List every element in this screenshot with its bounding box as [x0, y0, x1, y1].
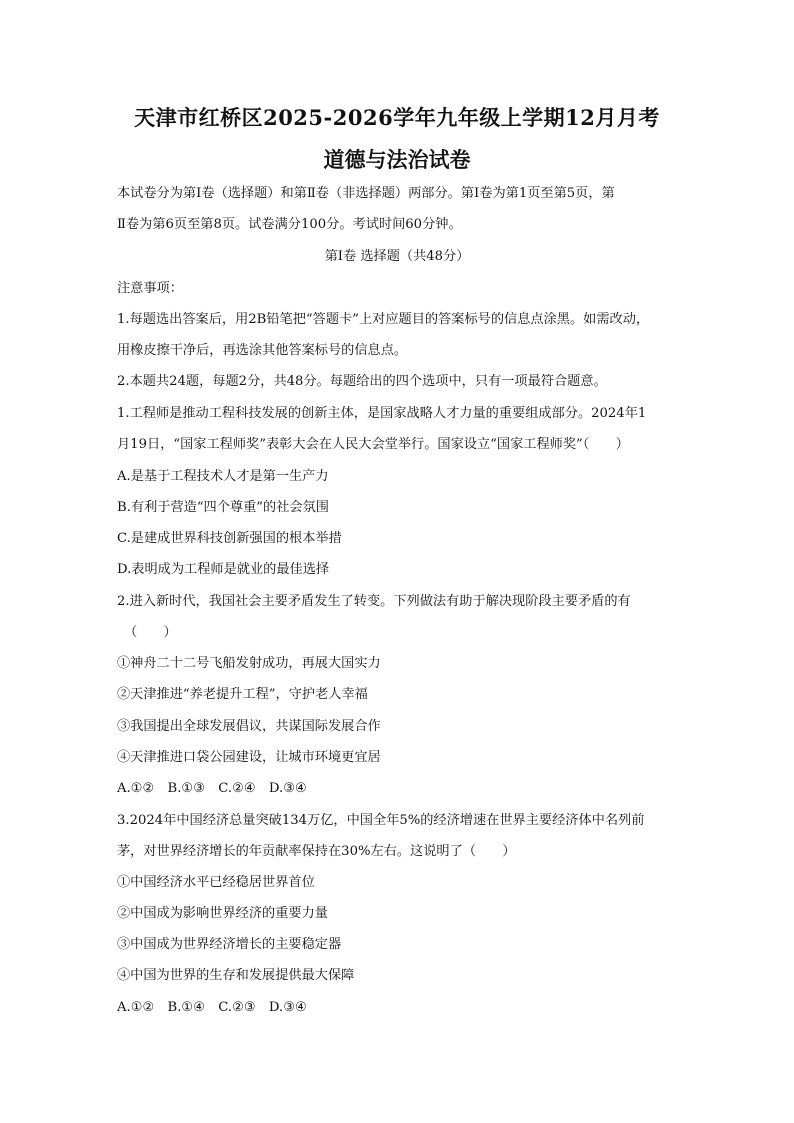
exam-subtitle: 道德与法治试卷 — [323, 147, 471, 172]
note-1-line-1: 1.每题选出答案后，用2B铅笔把“答题卡”上对应题目的答案标号的信息点涂黑。如需改动， — [117, 312, 650, 327]
question-1-option-c: C.是建成世界科技创新强国的根本举措 — [117, 531, 342, 546]
note-1-line-2: 用橡皮擦干净后，再选涂其他答案标号的信息点。 — [117, 343, 408, 358]
question-3-item-1: ①中国经济水平已经稳居世界首位 — [117, 875, 315, 890]
question-1-stem-line-1: 1.工程师是推动工程科技发展的创新主体，是国家战略人才力量的重要组成部分。2024年1 — [117, 406, 647, 421]
question-2-item-4: ④天津推进口袋公园建设，让城市环境更宜居 — [117, 750, 381, 765]
question-2-item-3: ③我国提出全球发展倡议，共谋国际发展合作 — [117, 719, 381, 734]
question-3-item-3: ③中国成为世界经济增长的主要稳定器 — [117, 937, 342, 952]
section-heading: 第Ⅰ卷 选择题（共48分） — [324, 249, 470, 264]
question-1-option-a: A.是基于工程技术人才是第一生产力 — [117, 469, 329, 484]
question-3-item-4: ④中国为世界的生存和发展提供最大保障 — [117, 968, 355, 983]
question-3-stem-line-1: 3.2024年中国经济总量突破134万亿，中国全年5%的经济增速在世界主要经济体中名列前 — [117, 813, 645, 828]
question-2-item-2: ②天津推进“养老提升工程”，守护老人幸福 — [117, 687, 368, 702]
question-3-answer-choices: A.①② B.①④ C.②③ D.③④ — [117, 1000, 307, 1015]
question-1-option-d: D.表明成为工程师是就业的最佳选择 — [117, 562, 330, 577]
note-2: 2.本题共24题，每题2分，共48分。每题给出的四个选项中，只有一项最符合题意。 — [117, 374, 607, 389]
exam-title: 天津市红桥区2025-2026学年九年级上学期12月月考 — [134, 105, 660, 130]
intro-line-1: 本试卷分为第Ⅰ卷（选择题）和第Ⅱ卷（非选择题）两部分。第Ⅰ卷为第1页至第5页，第 — [117, 186, 615, 201]
question-3-item-2: ②中国成为影响世界经济的重要力量 — [117, 906, 328, 921]
notes-heading: 注意事项： — [117, 281, 183, 296]
question-2-stem-line-1: 2.进入新时代，我国社会主要矛盾发生了转变。下列做法有助于解决现阶段主要矛盾的有 — [117, 594, 631, 609]
question-2-stem-line-2: （ ） — [124, 625, 177, 640]
question-1-option-b: B.有利于营造“四个尊重”的社会氛围 — [117, 500, 329, 515]
question-2-item-1: ①神舟二十二号飞船发射成功，再展大国实力 — [117, 656, 381, 671]
question-1-stem-line-2: 月19日，“国家工程师奖”表彰大会在人民大会堂举行。国家设立“国家工程师奖”（ ） — [117, 437, 629, 452]
question-2-answer-choices: A.①② B.①③ C.②④ D.③④ — [117, 781, 307, 796]
question-3-stem-line-2: 茅，对世界经济增长的年贡献率保持在30%左右。这说明了（ ） — [117, 844, 516, 859]
intro-line-2: Ⅱ卷为第6页至第8页。试卷满分100分。考试时间60分钟。 — [117, 217, 462, 232]
